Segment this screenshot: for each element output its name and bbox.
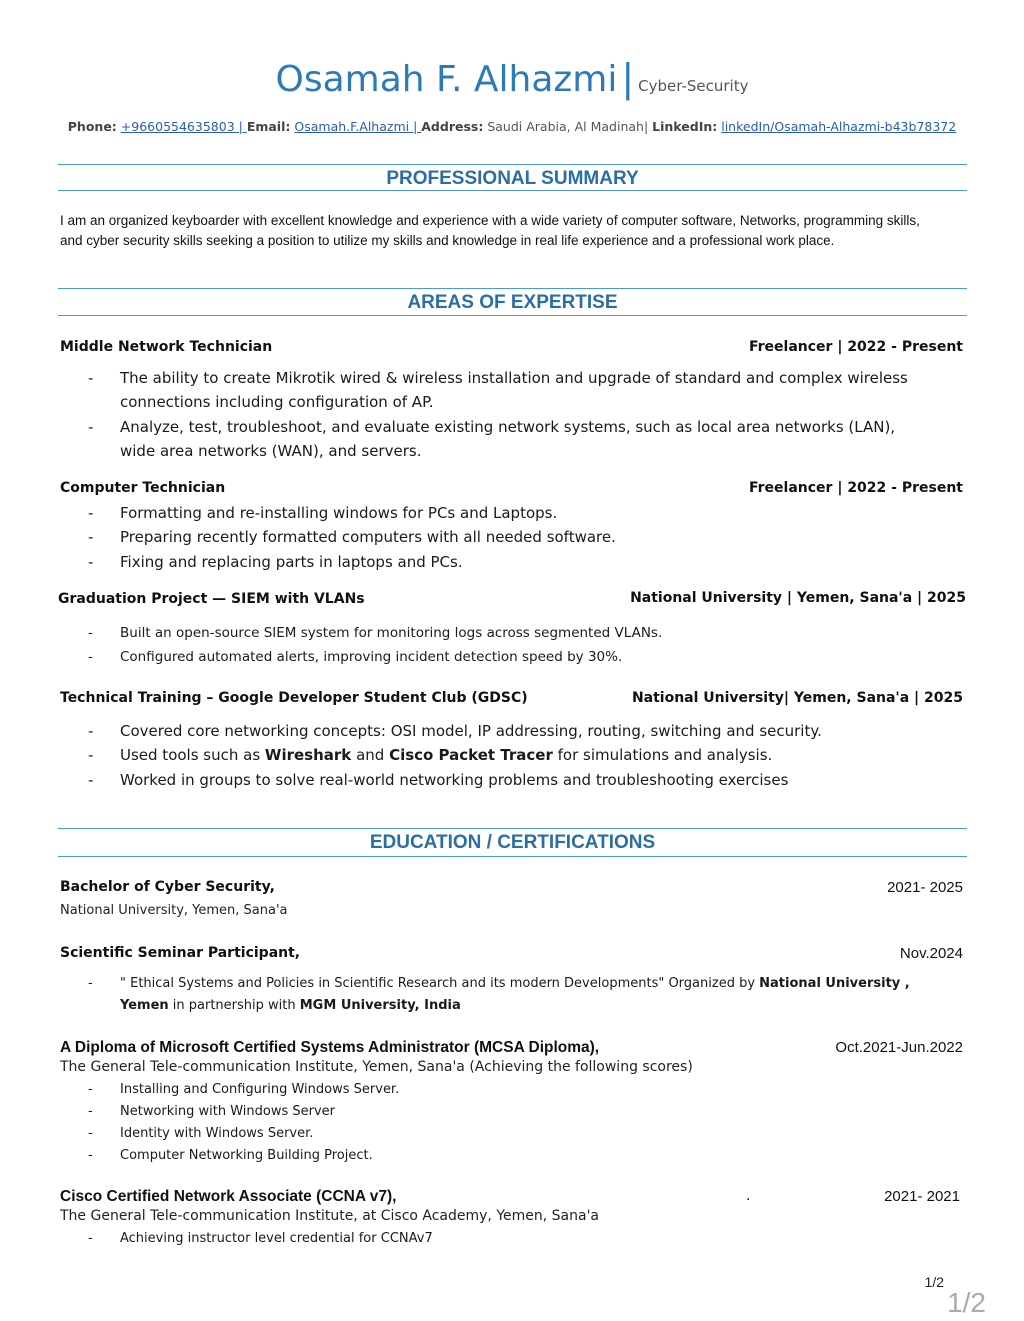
bold-text: National University , bbox=[759, 976, 910, 991]
edu-title: Bachelor of Cyber Security, bbox=[60, 879, 275, 895]
bullet-text: in partnership with bbox=[168, 998, 300, 1013]
section-rule bbox=[58, 315, 967, 316]
job-meta: Freelancer | 2022 - Present bbox=[748, 339, 963, 355]
edu-institution: The General Tele-communication Institute, at Cisco Academy, Yemen, Sana'a bbox=[60, 1208, 600, 1224]
expertise-heading: AREAS OF EXPERTISE bbox=[407, 292, 618, 313]
edu-title: Scientific Seminar Participant, bbox=[60, 945, 301, 961]
job-title: Middle Network Technician bbox=[60, 339, 273, 355]
edu-date: 2021- 2025 bbox=[887, 879, 963, 896]
edu-date: Nov.2024 bbox=[899, 945, 963, 962]
summary-heading: PROFESSIONAL SUMMARY bbox=[386, 168, 639, 189]
phone-label: Phone: bbox=[67, 119, 117, 134]
linkedin-link[interactable]: linkedIn/Osamah-Alhazmi-b43b78372 bbox=[721, 119, 957, 134]
list-item: - Networking with Windows Server bbox=[88, 1101, 918, 1123]
job-bullets bbox=[88, 501, 918, 574]
resume-header bbox=[0, 56, 1024, 100]
list-item: - Analyze, test, troubleshoot, and evaluate existing network systems, such as local area networks (LAN), wide area networks (WAN), and servers. bbox=[88, 415, 918, 464]
section-rule bbox=[58, 856, 967, 857]
page-number: 1/2 bbox=[924, 1274, 944, 1290]
list-item bbox=[88, 743, 918, 767]
job-title: Computer Technician bbox=[60, 480, 226, 496]
job-bullets bbox=[88, 719, 918, 792]
address-label: Address: bbox=[421, 119, 484, 134]
email-label: Email: bbox=[246, 119, 291, 134]
job-meta: National University| Yemen, Sana'a | 2025 bbox=[631, 690, 963, 706]
job-meta: Freelancer | 2022 - Present bbox=[748, 480, 963, 496]
edu-date: 2021- 2021 bbox=[884, 1188, 960, 1205]
candidate-title: Cyber-Security bbox=[638, 77, 749, 95]
list-item: - Achieving instructor level credential for CCNAv7 bbox=[88, 1228, 918, 1250]
viewer-page-indicator: 1/2 bbox=[947, 1287, 986, 1318]
list-item: - Worked in groups to solve real-world networking problems and troubleshooting exercises bbox=[88, 768, 918, 792]
edu-bullets bbox=[88, 1228, 918, 1250]
email-link[interactable]: Osamah.F.Alhazmi | bbox=[294, 119, 422, 134]
summary-text: I am an organized keyboarder with excellent knowledge and experience with a wide variety of computer software, Networks, programming skills, and cyber security skills seeking a position to utilize my skills and knowledge in real life experience and a professional work place. bbox=[60, 213, 920, 248]
title-separator: | bbox=[621, 56, 635, 100]
list-item: - Preparing recently formatted computers with all needed software. bbox=[88, 525, 918, 549]
list-item: - Identity with Windows Server. bbox=[88, 1123, 918, 1145]
bold-text: Yemen bbox=[120, 998, 169, 1013]
list-item: - Built an open-source SIEM system for monitoring logs across segmented VLANs. bbox=[88, 621, 918, 645]
list-item: - The ability to create Mikrotik wired & wireless installation and upgrade of standard and complex wireless connections including configuration of AP. bbox=[88, 366, 918, 415]
candidate-name: Osamah F. Alhazmi bbox=[275, 59, 618, 100]
list-item: - Fixing and replacing parts in laptops and PCs. bbox=[88, 550, 918, 574]
bullet-text: and bbox=[351, 746, 390, 765]
job-bullets bbox=[88, 366, 918, 463]
edu-bullets bbox=[88, 1079, 918, 1167]
list-item: - Installing and Configuring Windows Server. bbox=[88, 1079, 918, 1101]
job-meta: National University | Yemen, Sana'a | 2025 bbox=[630, 590, 966, 606]
contact-line bbox=[0, 119, 1024, 134]
job-bullets bbox=[88, 621, 918, 669]
address-value: Saudi Arabia, Al Madinah| bbox=[487, 119, 649, 134]
list-item bbox=[88, 973, 948, 1017]
linkedin-label: LinkedIn: bbox=[652, 119, 718, 134]
section-rule bbox=[58, 288, 967, 289]
phone-link[interactable]: +9660554635803 | bbox=[120, 119, 247, 134]
section-rule bbox=[58, 164, 967, 165]
edu-title: Cisco Certified Network Associate (CCNA v7), bbox=[60, 1188, 397, 1205]
bullet-text: Used tools such as bbox=[120, 746, 265, 765]
list-item: - Formatting and re-installing windows for PCs and Laptops. bbox=[88, 501, 918, 525]
edu-date: Oct.2021-Jun.2022 bbox=[835, 1039, 963, 1056]
section-rule bbox=[58, 190, 967, 191]
job-title: Graduation Project — SIEM with VLANs bbox=[58, 591, 365, 607]
edu-bullets bbox=[88, 973, 948, 1017]
bullet-text: " Ethical Systems and Policies in Scientific Research and its modern Developments" Organized by bbox=[120, 976, 760, 991]
bold-text: MGM University, India bbox=[299, 998, 461, 1013]
tool-name: Cisco Packet Tracer bbox=[389, 746, 553, 765]
tool-name: Wireshark bbox=[264, 746, 352, 765]
education-heading: EDUCATION / CERTIFICATIONS bbox=[369, 832, 656, 853]
job-title: Technical Training – Google Developer Student Club (GDSC) bbox=[60, 690, 528, 706]
edu-institution: National University, Yemen, Sana'a bbox=[60, 903, 288, 918]
edu-institution: The General Tele-communication Institute, Yemen, Sana'a (Achieving the following scores) bbox=[60, 1059, 693, 1075]
list-item: - Configured automated alerts, improving incident detection speed by 30%. bbox=[88, 645, 918, 669]
bullet-text: for simulations and analysis. bbox=[552, 746, 773, 765]
list-item: - Computer Networking Building Project. bbox=[88, 1145, 918, 1167]
list-item: - Covered core networking concepts: OSI model, IP addressing, routing, switching and security. bbox=[88, 719, 918, 743]
edu-title: A Diploma of Microsoft Certified Systems Administrator (MCSA Diploma), bbox=[60, 1039, 600, 1056]
stray-dot: . bbox=[746, 1188, 751, 1204]
section-rule bbox=[58, 828, 967, 829]
